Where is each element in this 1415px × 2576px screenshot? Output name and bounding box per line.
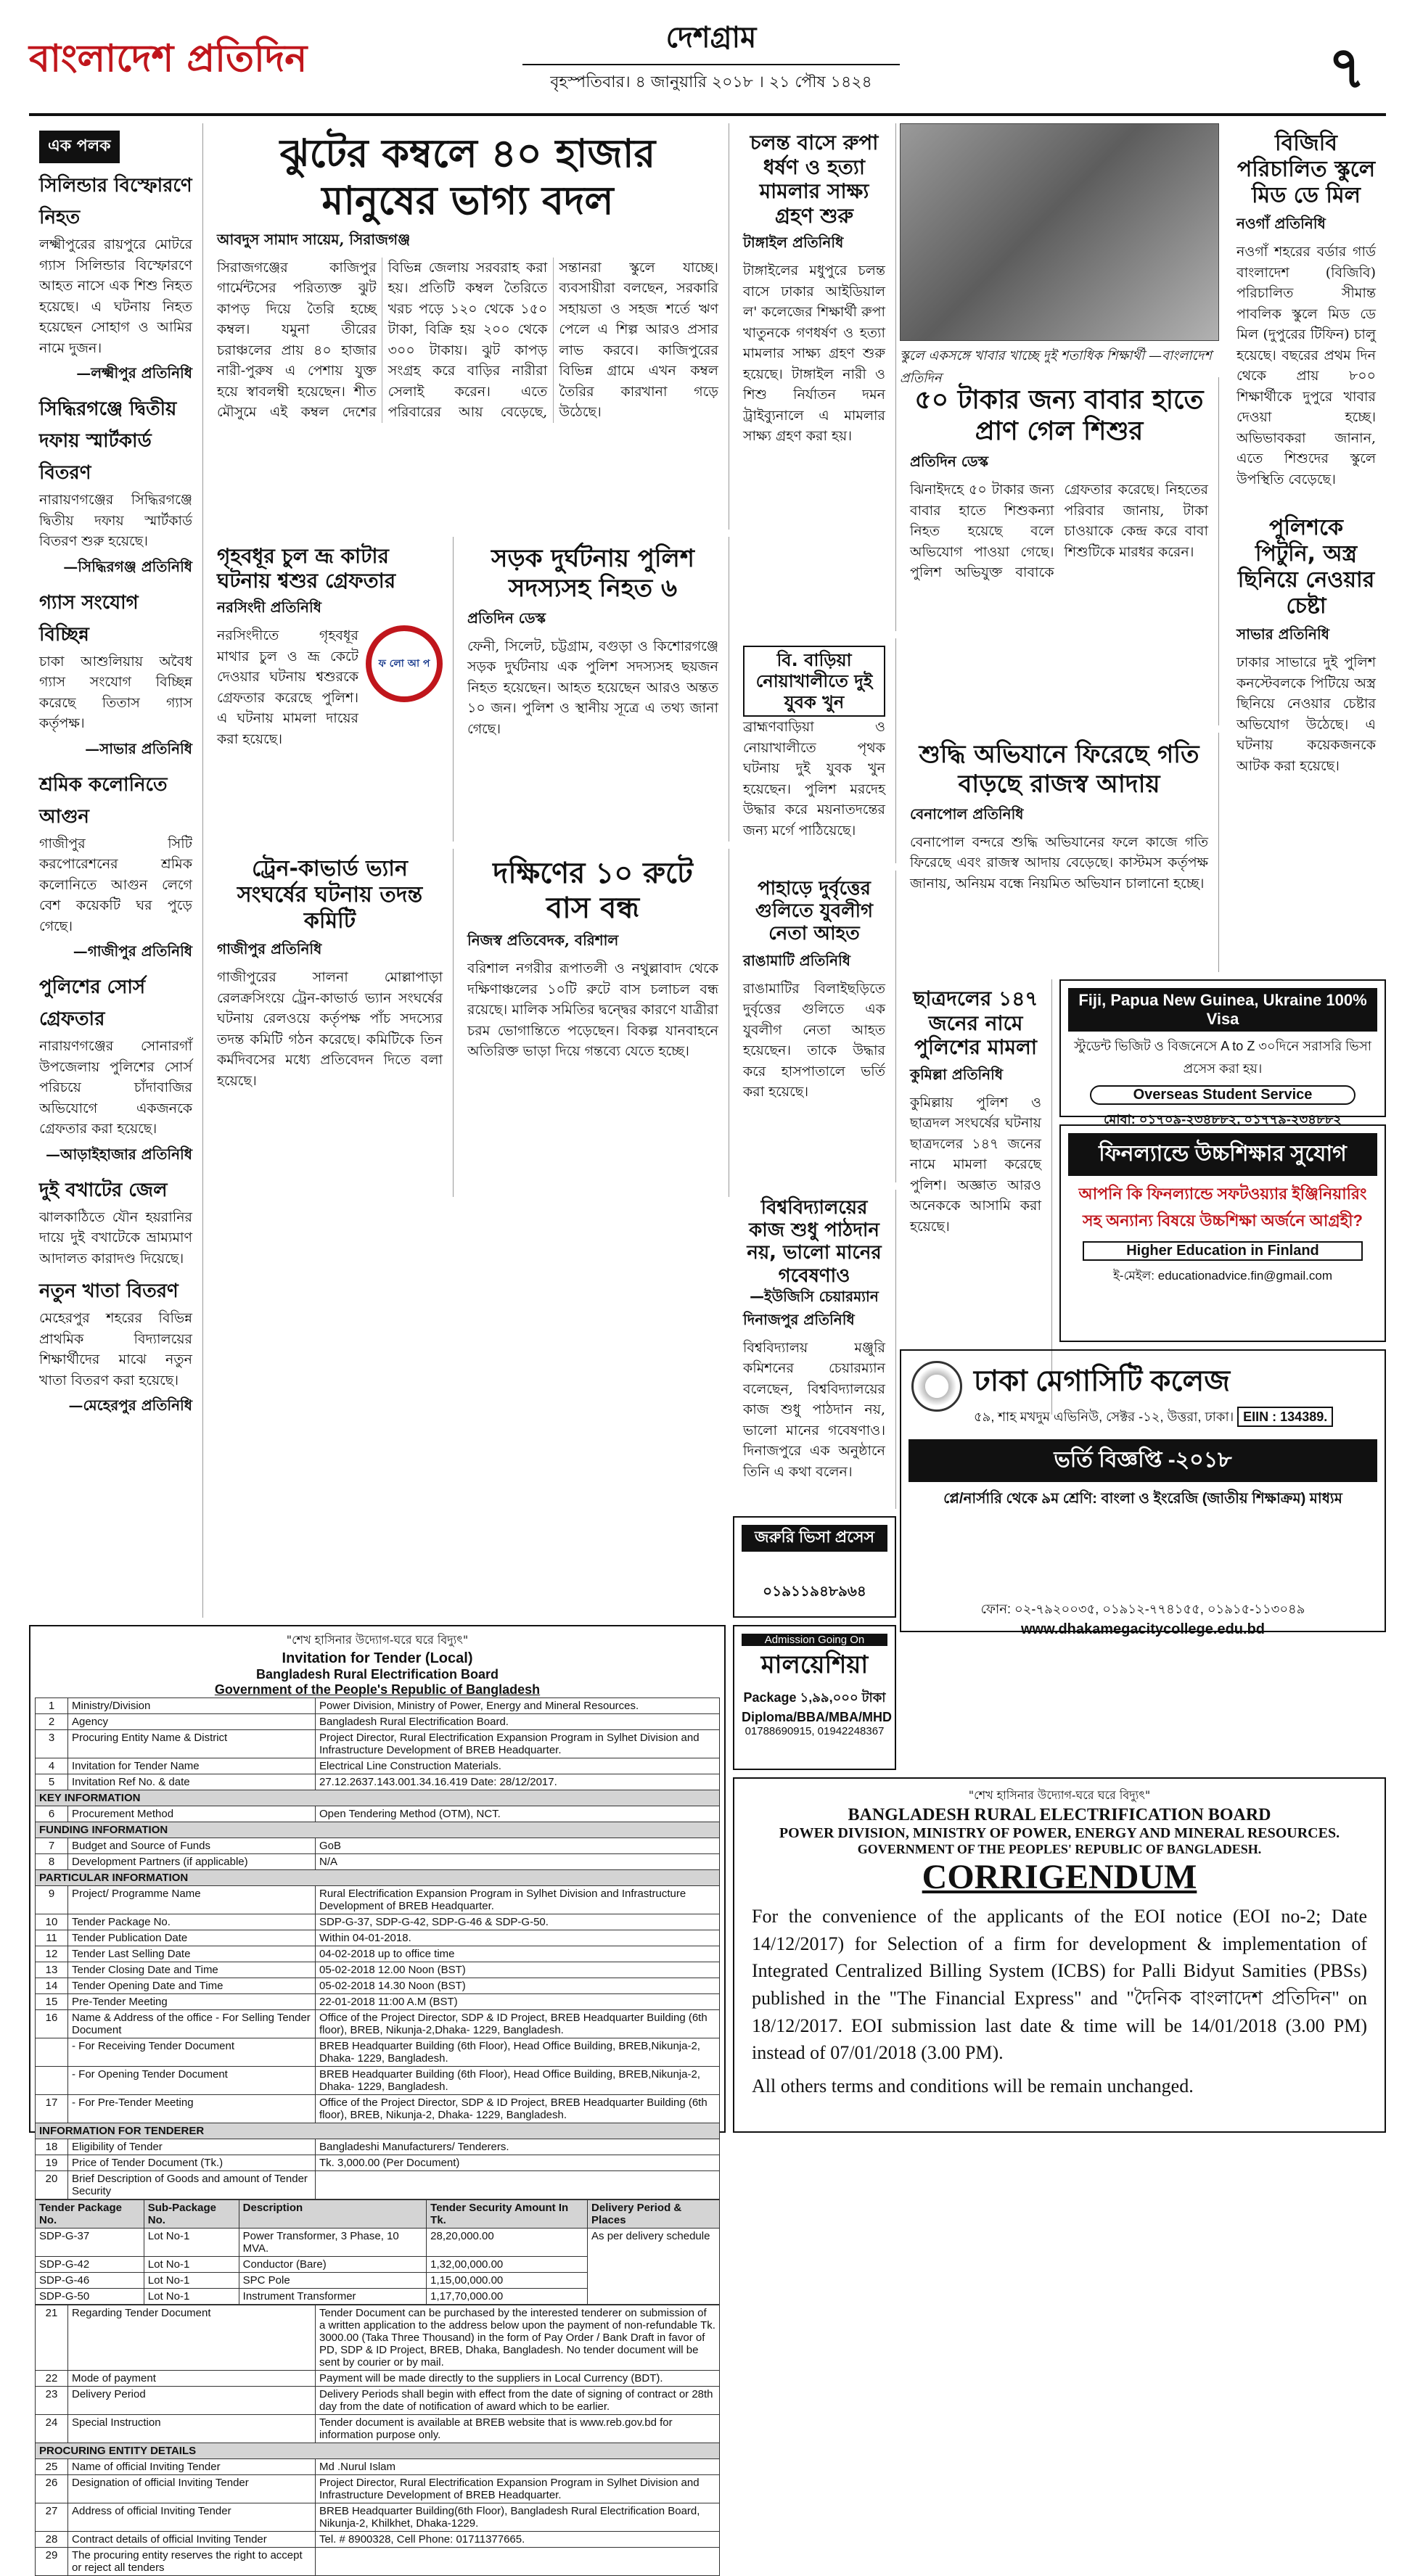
college-ad [900, 1349, 1386, 1637]
train-byline: গাজীপুর প্রতিনিধি [217, 940, 322, 958]
tender-row-label: Invitation for Tender Name [68, 1758, 316, 1774]
tender-row-value: Within 04-01-2018. [316, 1930, 720, 1946]
road-body: ফেনী, সিলেট, চট্টগ্রাম, বগুড়া ও কিশোরগঞ্জে সড়ক দুর্ঘটনায় এক পুলিশ সদস্যসহ ছয়জন নিহত হয়েছেন। আহত হয়েছেন আরও অন্তত ১০ জন। পুলিশ ও স্থানীয় সূত্রে এ তথ্য জানা গেছে। [467, 638, 718, 737]
tender-row-label: Tender Closing Date and Time [68, 1962, 316, 1978]
uni-story [733, 1190, 896, 1509]
corrigendum-body-2: All others terms and conditions will be remain unchanged. [752, 2075, 1194, 2097]
tender-row-value: N/A [316, 1854, 720, 1870]
tender-row-number: 27 [36, 2503, 68, 2532]
brief-news-headline: পুলিশের সোর্স গ্রেফতার [39, 976, 146, 1030]
tender-row-label: Regarding Tender Document [68, 2305, 316, 2371]
tender-row-value: Payment will be made directly to the suppliers in Local Currency (BDT). [316, 2371, 720, 2387]
malaysia-ad-package: Package ১,৯৯,০০০ টাকা [743, 1690, 886, 1705]
tender-row-number: 22 [36, 2371, 68, 2387]
malaysia-ad-phone: 01788690915, 01942248367 [745, 1725, 885, 1737]
tender-row-number: 24 [36, 2415, 68, 2443]
tender-row-value: Office of the Project Director, SDP & ID Project, BREB Headquarter Building (6th floor), BREB, Nikunja-2,Dhaka- 1229, Bangladesh. [316, 2010, 720, 2038]
child-story [900, 377, 1219, 725]
tender-row-value: GoB [316, 1838, 720, 1854]
tender-row [36, 2067, 720, 2095]
bus-body: বরিশাল নগরীর রূপাতলী ও নথুল্লাবাদ থেকে দক্ষিণাঞ্চলের ১০টি রুটে বাস চলাচল বন্ধ রয়েছে। মালিক সমিতির দ্বন্দ্বের কারণে যাত্রীরা চরম ভোগান্তিতে পড়েছেন। বিকল্প যানবাহনে অতিরিক্ত ভাড়া দিয়ে গন্তব্যে যেতে হচ্ছে। [467, 960, 718, 1059]
brief-news-headline: দুই বখাটের জেল [39, 1179, 168, 1201]
package-cell: Lot No-1 [144, 2273, 239, 2289]
tender-row [36, 1774, 720, 1790]
tender-row-number: 15 [36, 1994, 68, 2010]
tender-row-label: Name of official Inviting Tender [68, 2459, 316, 2475]
tender-row-label: Development Partners (if applicable) [68, 1854, 316, 1870]
tender-notice [29, 1625, 726, 2574]
package-header-cell: Tender Security Amount In Tk. [427, 2200, 588, 2229]
brief-news-headline: নতুন খাতা বিতরণ [39, 1280, 179, 1302]
finland-ad-email: ই-মেইল: educationadvice.fin@gmail.com [1112, 1269, 1333, 1283]
tender-row-number: 10 [36, 1914, 68, 1930]
road-byline: প্রতিদিন ডেস্ক [467, 609, 546, 627]
finland-ad [1059, 1124, 1386, 1342]
tender-section-row [36, 1790, 720, 1806]
uni-quote-credit: —ইউজিসি চেয়ারম্যান [750, 1287, 879, 1305]
package-cell: Lot No-1 [144, 2257, 239, 2273]
tender-row-label: - For Receiving Tender Document [68, 2038, 316, 2067]
lead-body: সিরাজগঞ্জের কাজিপুর গার্মেন্টসের পরিত্যক্ত ঝুট কাপড় দিয়ে তৈরি হচ্ছে কম্বল। যমুনা তীরের চরাঞ্চলের প্রায় ৪০ হাজার নারী-পুরুষ এ পেশায় যুক্ত হয়ে স্বাবলম্বী হয়েছেন। শীত মৌসুমে এই কম্বল দেশের বিভিন্ন জেলায় সরবরাহ করা হয়। প্রতিটি কম্বল তৈরিতে খরচ পড়ে ১২০ থেকে ১৫০ টাকা, বিক্রি হয় ২০০ থেকে ৩০০ টাকায়। ঝুট কাপড় সংগ্রহ করে বাড়ির নারীরা সেলাই করেন। এতে পরিবারের আয় বেড়েছে, সন্তানরা স্কুলে যাচ্ছে। ব্যবসায়ীরা বলছেন, সরকারি সহায়তা ও সহজ শর্তে ঋণ পেলে এ শিল্প আরও প্রসার লাভ করবে। কাজিপুরের বিভিন্ন গ্রামে এখন কম্বল তৈরির কারখানা গড়ে উঠেছে। [217, 259, 718, 421]
tender-row-label: Agency [68, 1714, 316, 1730]
student-case-byline: কুমিল্লা প্রতিনিধি [910, 1065, 1004, 1083]
road-headline: সড়ক দুর্ঘটনায় পুলিশ সদস্যসহ নিহত ৬ [491, 544, 695, 603]
package-cell: SDP-G-50 [36, 2289, 144, 2305]
tender-row-value [316, 2171, 720, 2200]
jubo-body: রাঙামাটির বিলাইছড়িতে দুর্বৃত্তের গুলিতে এক যুবলীগ নেতা আহত হয়েছেন। তাকে উদ্ধার করে হাসপাতালে ভর্তি করা হয়েছে। [743, 980, 885, 1100]
masthead [29, 7, 1386, 116]
tender-row-label: Tender Publication Date [68, 1930, 316, 1946]
college-name: ঢাকা মেগাসিটি কলেজ [974, 1365, 1231, 1397]
tender-row-label: Tender Opening Date and Time [68, 1978, 316, 1994]
train-headline: ট্রেন-কাভার্ড ভ্যান সংঘর্ষের ঘটনায় তদন্ত কমিটি [237, 856, 423, 934]
brief-news-body: ঝালকাঠিতে যৌন হয়রানির দায়ে দুই বখাটেকে ভ্রাম্যমাণ আদালত কারাদণ্ড দিয়েছে। [39, 1209, 192, 1267]
tender-org: Bangladesh Rural Electrification Board [255, 1667, 499, 1682]
package-cell: Power Transformer, 3 Phase, 10 MVA. [239, 2229, 427, 2257]
tender-row [36, 1854, 720, 1870]
tender-row-label: Special Instruction [68, 2415, 316, 2443]
tender-section-row [36, 1822, 720, 1838]
tender-row-value: Tk. 3,000.00 (Per Document) [316, 2155, 720, 2171]
rajosso-byline: বেনাপোল প্রতিনিধি [910, 805, 1024, 823]
lead-byline: আবদুস সামাদ সায়েম, সিরাজগঞ্জ [217, 230, 411, 248]
visa-process-ad [733, 1516, 896, 1618]
tender-row-value: Project Director, Rural Electrification Expansion Program in Sylhet Division and Infrastructure Development of BREB Headquarter. [316, 2475, 720, 2503]
brief-news-credit: —লক্ষ্মীপুর প্রতিনিধি [76, 364, 192, 382]
shoshur-row [217, 625, 443, 749]
tender-row [36, 1962, 720, 1978]
tender-row-value: Bangladeshi Manufacturers/ Tenderers. [316, 2139, 720, 2155]
brief-news-column [29, 123, 203, 1618]
uni-byline: দিনাজপুর প্রতিনিধি [743, 1310, 855, 1328]
meal-caption-text: স্কুলে একসঙ্গে খাবার খাচ্ছে দুই শতাধিক শিক্ষার্থী [900, 348, 1145, 363]
tender-row-label: The procuring entity reserves the right to accept or reject all tenders [68, 2548, 316, 2576]
uni-headline: বিশ্ববিদ্যালয়ের কাজ শুধু পাঠদান নয়, ভালো মানের গবেষণাও [747, 1197, 882, 1287]
package-cell: SDP-G-42 [36, 2257, 144, 2273]
tender-row-number: 5 [36, 1774, 68, 1790]
road-story [457, 537, 729, 841]
college-address-text: ৫৯, শাহ মখদুম এভিনিউ, সেক্টর -১২, উত্তরা, ঢাকা। [974, 1410, 1234, 1424]
malaysia-ad-tag: Admission Going On [742, 1634, 887, 1646]
tender-row-value: 27.12.2637.143.001.34.16.419 Date: 28/12/2017. [316, 1774, 720, 1790]
corrigendum-slogan: "শেখ হাসিনার উদ্যোগ-ঘরে ঘরে বিদ্যুৎ" [968, 1788, 1151, 1802]
rupa-byline: টাঙ্গাইল প্রতিনিধি [743, 234, 844, 252]
package-header-row [36, 2200, 720, 2229]
package-cell: 1,17,70,000.00 [427, 2289, 588, 2305]
tender-row [36, 2415, 720, 2443]
tender-section-label: KEY INFORMATION [36, 1790, 720, 1806]
tender-row-number: 11 [36, 1930, 68, 1946]
tender-row-number: 28 [36, 2532, 68, 2548]
student-case-body: কুমিল্লায় পুলিশ ও ছাত্রদল সংঘর্ষের ঘটনায় ছাত্রদলের ১৪৭ জনের নামে মামলা করেছে পুলিশ। অজ্ঞাত আরও অনেককে আসামি করা হয়েছে। [910, 1094, 1041, 1235]
police-headline: পুলিশকে পিটুনি, অস্ত্র ছিনিয়ে নেওয়ার চেষ্টা [1237, 515, 1375, 619]
package-header-cell: Description [239, 2200, 427, 2229]
rupa-story [733, 123, 896, 631]
tender-row-label: - For Opening Tender Document [68, 2067, 316, 2095]
brief-news-headline: সিলিন্ডার বিস্ফোরণে নিহত [39, 175, 192, 229]
uni-body: বিশ্ববিদ্যালয় মঞ্জুরি কমিশনের চেয়ারম্যান বলেছেন, বিশ্ববিদ্যালয়ের কাজ শুধু পাঠদান নয়, ভালো মানের গবেষণাও। দিনাজপুরে এক অনুষ্ঠানে তিনি এ কথা বলেন। [743, 1339, 885, 1480]
brief-news-body: নারায়ণগঞ্জের সোনারগাঁ উপজেলায় পুলিশের সোর্স পরিচয়ে চাঁদাবাজির অভিযোগে একজনকে গ্রেফতার করা হয়েছে। [39, 1038, 192, 1137]
tender-row-label: Name & Address of the office - For Selling Tender Document [68, 2010, 316, 2038]
brief-news-body: নারায়ণগঞ্জের সিদ্ধিরগঞ্জে দ্বিতীয় দফায় স্মার্টকার্ড বিতরণ শুরু হয়েছে। [39, 492, 192, 549]
visa-process-phone: ০১৯১১৯৪৮৯৬৪ [763, 1584, 866, 1600]
tender-section-label: INFORMATION FOR TENDERER [36, 2123, 720, 2139]
tender-row-label: Brief Description of Goods and amount of Tender Security [68, 2171, 316, 2200]
tender-section-row [36, 2443, 720, 2459]
package-cell: Lot No-1 [144, 2229, 239, 2257]
tender-row [36, 1698, 720, 1714]
brahmanbaria-headline: বি. বাড়িয়া নোয়াখালীতে দুই যুবক খুন [743, 646, 885, 717]
tender-row-label: Procurement Method [68, 1806, 316, 1822]
corrigendum-title: CORRIGENDUM [922, 1858, 1197, 1896]
bus-story [457, 849, 729, 1197]
tender-row-value: 05-02-2018 14.30 Noon (BST) [316, 1978, 720, 1994]
shoshur-body: নরসিংদীতে গৃহবধূর মাথার চুল ও ভ্রূ কেটে দেওয়ার ঘটনায় শ্বশুরকে গ্রেফতার করেছে পুলিশ। এ ঘটনায় মামলা দায়ের করা হয়েছে। [217, 627, 358, 747]
brief-news-body: চাকা আশুলিয়ায় অবৈধ গ্যাস সংযোগ বিচ্ছিন্ন করেছে তিতাস গ্যাস কর্তৃপক্ষ। [39, 653, 192, 731]
malaysia-ad [733, 1625, 896, 1770]
tender-row-number: 4 [36, 1758, 68, 1774]
tender-row-label: Mode of payment [68, 2371, 316, 2387]
police-byline: সাভার প্রতিনিধি [1236, 625, 1329, 643]
student-case-headline: ছাত্রদলের ১৪৭ জনের নামে পুলিশের মামলা [913, 987, 1038, 1060]
tender-row-value: Bangladesh Rural Electrification Board. [316, 1714, 720, 1730]
tender-row-number: 9 [36, 1886, 68, 1914]
rajosso-story [900, 733, 1219, 972]
tender-row-number: 2 [36, 1714, 68, 1730]
tender-row-number: 17 [36, 2095, 68, 2123]
package-header-cell: Delivery Period & Places [588, 2200, 720, 2229]
lead-story [207, 123, 729, 530]
tender-row-label: Project/ Programme Name [68, 1886, 316, 1914]
tender-section-row [36, 1870, 720, 1886]
tender-row-number: 3 [36, 1730, 68, 1758]
tender-row-value [316, 2548, 720, 2576]
tender-row-value: Md .Nurul Islam [316, 2459, 720, 2475]
corrigendum-org: BANGLADESH RURAL ELECTRIFICATION BOARD [848, 1806, 1271, 1824]
tender-row-label: Invitation Ref No. & date [68, 1774, 316, 1790]
page-number: ৭ [1328, 34, 1366, 102]
tender-row [36, 2155, 720, 2171]
tender-row-number: 16 [36, 2010, 68, 2038]
tender-row-value: Tel. # 8900328, Cell Phone: 01711377665. [316, 2532, 720, 2548]
corrigendum-gov: GOVERNMENT OF THE PEOPLES' REPUBLIC OF BANGLADESH. [857, 1842, 1262, 1856]
tender-row-label: Ministry/Division [68, 1698, 316, 1714]
package-cell: SDP-G-37 [36, 2229, 144, 2257]
package-cell: Lot No-1 [144, 2289, 239, 2305]
brief-news-credit: —মেহেরপুর প্রতিনিধি [68, 1396, 192, 1414]
brief-news-credit: —সিদ্ধিরগঞ্জ প্রতিনিধি [63, 557, 192, 575]
tender-row [36, 2532, 720, 2548]
train-body: গাজীপুরের সালনা মোল্লাপাড়া রেলক্রসিংয়ে ট্রেন-কাভার্ড ভ্যান সংঘর্ষের ঘটনায় রেলওয়ে কর্তৃপক্ষ পাঁচ সদস্যের তদন্ত কমিটি গঠন করেছে। কমিটিকে তিন কর্মদিবসের মধ্যে প্রতিবেদন দিতে বলা হয়েছে। [217, 969, 443, 1089]
tender-row-label: Tender Package No. [68, 1914, 316, 1930]
tender-row-label: Budget and Source of Funds [68, 1838, 316, 1854]
tender-row-label: Address of official Inviting Tender [68, 2503, 316, 2532]
lead-headline: ঝুটের কম্বলে ৪০ হাজার মানুষের ভাগ্য বদল [279, 131, 656, 223]
meal-caption-credit: —বাংলাদেশ প্রতিদিন [900, 348, 1212, 386]
visa-ad-title: Fiji, Papua New Guinea, Ukraine 100% Visa [1068, 988, 1377, 1032]
tender-row-number: 19 [36, 2155, 68, 2171]
followup-badge: ফ লো আ প [366, 625, 443, 702]
package-row [36, 2229, 720, 2257]
brief-news-credit: —গাজীপুর প্রতিনিধি [73, 942, 192, 960]
child-body: ঝিনাইদহে ৫০ টাকার জন্য বাবার হাতে শিশুকন্যা নিহত হয়েছে বলে অভিযোগ পাওয়া গেছে। পুলিশ অভিযুক্ত বাবাকে গ্রেফতার করেছে। নিহতের পরিবার জানায়, টাকা চাওয়াকে কেন্দ্র করে বাবা শিশুটিকে মারধর করেন। [910, 482, 1208, 581]
bgb-byline: নওগাঁ প্রতিনিধি [1236, 215, 1326, 232]
college-version: প্লে/নার্সারি থেকে ৯ম শ্রেণি: বাংলা ও ইংরেজি (জাতীয় শিক্ষাক্রম) মাধ্যম [943, 1491, 1342, 1507]
tender-table-2 [35, 2305, 720, 2576]
bus-headline: দক্ষিণের ১০ রুটে বাস বন্ধ [493, 857, 693, 925]
visa-ad-service: Overseas Student Service [1090, 1085, 1355, 1105]
dateline: বৃহস্পতিবার। ৪ জানুয়ারি ২০১৮ । ২১ পৌষ ১৪২৪ [522, 64, 900, 96]
tender-section-label: PROCURING ENTITY DETAILS [36, 2443, 720, 2459]
college-phone: ফোন: ০২-৭৯২০০৩৫, ০১৯১২-৭৭৪১৫৫, ০১৯১৫-১১৩০৪৯ [980, 1602, 1305, 1616]
tender-row-label: Pre-Tender Meeting [68, 1994, 316, 2010]
tender-row-number: 20 [36, 2171, 68, 2200]
brahmanbaria-body: ব্রাহ্মণবাড়িয়া ও নোয়াখালীতে পৃথক ঘটনায় দুই যুবক খুন হয়েছেন। পুলিশ মরদেহ উদ্ধার করে ময়নাতদন্তের জন্য মর্গে পাঠিয়েছে। [743, 719, 885, 839]
tender-row-value: Tender Document can be purchased by the interested tenderer on submission of a written application to the address below upon the payment of non-refundable Tk. 3000.00 (Taka Three Thousand) in the form of Pay Order / Bank Draft in favor of PD, SDP & ID Project, BREB, Dhaka, Bangladesh. No tender document will be sent by courier or by mail. [316, 2305, 720, 2371]
finland-ad-title: ফিনল্যান্ডে উচ্চশিক্ষার সুযোগ [1068, 1133, 1377, 1176]
brief-news-credit: —আড়াইহাজার প্রতিনিধি [45, 1145, 192, 1163]
tender-row-number: 29 [36, 2548, 68, 2576]
meal-photo-block [900, 123, 1219, 386]
brief-news-body: মেহেরপুর শহরের বিভিন্ন প্রাথমিক বিদ্যালয়ের শিক্ষার্থীদের মাঝে নতুন খাতা বিতরণ করা হয়েছে। [39, 1310, 192, 1388]
tender-row-value: Delivery Periods shall begin with effect from the date of signing of contract or 28th day from the date of notification of award which to be earlier. [316, 2387, 720, 2415]
college-eiin: EIIN : 134389. [1237, 1407, 1333, 1427]
tender-row [36, 2010, 720, 2038]
tender-row-label: Delivery Period [68, 2387, 316, 2415]
tender-row-value: Power Division, Ministry of Power, Energy and Mineral Resources. [316, 1698, 720, 1714]
tender-row [36, 1758, 720, 1774]
police-body: ঢাকার সাভারে দুই পুলিশ কনস্টেবলকে পিটিয়ে অস্ত্র ছিনিয়ে নেওয়ার চেষ্টার অভিযোগ উঠেছে। এ ঘটনায় কয়েকজনকে আটক করা হয়েছে। [1236, 654, 1376, 774]
brief-news-headline: সিদ্ধিরগঞ্জে দ্বিতীয় দফায় স্মার্টকার্ড বিতরণ [39, 398, 177, 484]
package-header-cell: Sub-Package No. [144, 2200, 239, 2229]
bgb-body: নওগাঁ শহরের বর্ডার গার্ড বাংলাদেশ (বিজিবি) পরিচালিত সীমান্ত পাবলিক স্কুলে মিড ডে মিল (দুপুরের টিফিন) চালু হয়েছে। বছরের প্রথম দিন থেকে প্রায় ৮০০ শিক্ষার্থীকে দুপুরে খাবার দেওয়া হচ্ছে। অভিভাবকরা জানান, এতে শিশুদের স্কুলে উপস্থিতি বেড়েছে। [1236, 244, 1376, 487]
brief-news-list [39, 170, 192, 1419]
jubo-headline: পাহাড়ে দুর্বৃত্তের গুলিতে যুবলীগ নেতা আহত [755, 878, 874, 945]
tender-row [36, 2548, 720, 2576]
visa-process-title: জরুরি ভিসা প্রসেস [742, 1525, 887, 1552]
tender-row-value: 04-02-2018 up to office time [316, 1946, 720, 1962]
tender-row-label: Price of Tender Document (Tk.) [68, 2155, 316, 2171]
tender-row-number: 25 [36, 2459, 68, 2475]
brief-news-credit: —সাভার প্রতিনিধি [85, 739, 192, 757]
shoshur-headline: গৃহবধূর চুল ভ্রূ কাটার ঘটনায় শ্বশুর গ্রেফতার [217, 544, 396, 593]
package-delivery: As per delivery schedule [588, 2229, 720, 2305]
tender-row [36, 1946, 720, 1962]
tender-row-value: Electrical Line Construction Materials. [316, 1758, 720, 1774]
malaysia-ad-title: মালয়েশিয়া [760, 1651, 869, 1679]
police-story [1226, 508, 1386, 972]
tender-row-value: Office of the Project Director, SDP & ID Project, BREB Headquarter Building (6th floor), BREB, Nikunja-2, Dhaka- 1229, Bangladesh. [316, 2095, 720, 2123]
rajosso-body: বেনাপোল বন্দরে শুদ্ধি অভিযানের ফলে কাজে গতি ফিরেছে এবং রাজস্ব আদায় বেড়েছে। কাস্টমস কর্তৃপক্ষ জানায়, অনিয়ম বন্ধে নিয়মিত অভিযান চালানো হচ্ছে। [910, 834, 1208, 892]
tender-row-number: 23 [36, 2387, 68, 2415]
visa-ad-phone: মোবা: ০১৭০৯-২৩৪৮৮২, ০১৭৭৯-২৩৪৮৮২ [1104, 1112, 1342, 1127]
brief-news-label: এক পলক [39, 131, 120, 163]
tender-section-label: PARTICULAR INFORMATION [36, 1870, 720, 1886]
tender-row-number: 1 [36, 1698, 68, 1714]
train-story [207, 849, 454, 1197]
package-header-cell: Tender Package No. [36, 2200, 144, 2229]
visa-ad [1059, 979, 1386, 1127]
college-admission: ভর্তি বিজ্ঞপ্তি -২০১৮ [909, 1439, 1377, 1482]
tender-row [36, 2503, 720, 2532]
bgb-headline: বিজিবি পরিচালিত স্কুলে মিড ডে মিল [1236, 131, 1376, 208]
child-byline: প্রতিদিন ডেস্ক [910, 453, 989, 471]
malaysia-ad-courses: Diploma/BBA/MBA/MHD [742, 1710, 892, 1724]
tender-row-label: Tender Last Selling Date [68, 1946, 316, 1962]
package-cell: 1,15,00,000.00 [427, 2273, 588, 2289]
tender-row-value: SDP-G-37, SDP-G-42, SDP-G-46 & SDP-G-50. [316, 1914, 720, 1930]
tender-row [36, 2459, 720, 2475]
tender-section-label: FUNDING INFORMATION [36, 1822, 720, 1838]
tender-row [36, 2038, 720, 2067]
school-meal-photo [900, 123, 1219, 341]
rajosso-headline: শুদ্ধি অভিযানে ফিরেছে গতি বাড়ছে রাজস্ব আদায় [919, 740, 1199, 799]
brief-news-headline: গ্যাস সংযোগ বিচ্ছিন্ন [39, 591, 139, 646]
section-title: দেশগ্রাম [665, 21, 757, 54]
tender-row [36, 1930, 720, 1946]
tender-row-number: 18 [36, 2139, 68, 2155]
tender-row-number: 6 [36, 1806, 68, 1822]
tender-row-value: Tender document is available at BREB website that is www.reb.gov.bd for information purpose only. [316, 2415, 720, 2443]
tender-row [36, 2387, 720, 2415]
tender-title: Invitation for Tender (Local) [282, 1650, 473, 1666]
package-cell: 1,32,00,000.00 [427, 2257, 588, 2273]
tender-table [35, 1698, 720, 2200]
tender-row-number: 7 [36, 1838, 68, 1854]
finland-ad-subtitle: আপনি কি ফিনল্যান্ডে সফটওয়্যার ইঞ্জিনিয়ারিং সহ অন্যান্য বিষয়ে উচ্চশিক্ষা অর্জনে আগ্রহী? [1078, 1185, 1367, 1230]
brahmanbaria-story [733, 638, 896, 863]
jubo-story [733, 871, 896, 1182]
tender-row [36, 2475, 720, 2503]
tender-row-value: Open Tendering Method (OTM), NCT. [316, 1806, 720, 1822]
college-website: www.dhakamegacitycollege.edu.bd [1020, 1621, 1265, 1637]
brief-news-body: গাজীপুর সিটি করপোরেশনের শ্রমিক কলোনিতে আগুন লেগে বেশ কয়েকটি ঘর পুড়ে গেছে। [39, 835, 192, 934]
tender-row-number [36, 2038, 68, 2067]
tender-row-number: 13 [36, 1962, 68, 1978]
package-cell: SPC Pole [239, 2273, 427, 2289]
tender-row [36, 2139, 720, 2155]
bus-byline: নিজস্ব প্রতিবেদক, বরিশাল [467, 931, 619, 949]
tender-row-number [36, 2067, 68, 2095]
tender-row [36, 2095, 720, 2123]
shoshur-story [207, 537, 454, 841]
college-logo-icon [911, 1361, 962, 1412]
bgb-story [1226, 123, 1386, 501]
tender-row-value: BREB Headquarter Building(6th Floor), Bangladesh Rural Electrification Board, Nikunja-2, Khilkhet, Dhaka-1229. [316, 2503, 720, 2532]
tender-row-number: 14 [36, 1978, 68, 1994]
tender-row-label: Procuring Entity Name & District [68, 1730, 316, 1758]
tender-row-label: Contract details of official Inviting Tender [68, 2532, 316, 2548]
tender-row-number: 8 [36, 1854, 68, 1870]
tender-row-number: 12 [36, 1946, 68, 1962]
visa-ad-line: স্টুডেন্ট ভিজিট ও বিজনেসে A to Z ৩০দিনে সরাসরি ভিসা প্রসেস করা হয়। [1074, 1039, 1371, 1076]
tender-row-label: - For Pre-Tender Meeting [68, 2095, 316, 2123]
package-cell: SDP-G-46 [36, 2273, 144, 2289]
tender-row [36, 1838, 720, 1854]
tender-section-row [36, 2123, 720, 2139]
tender-row-number: 21 [36, 2305, 68, 2371]
tender-row [36, 1714, 720, 1730]
tender-row-value: Project Director, Rural Electrification Expansion Program in Sylhet Division and Infrastructure Development of BREB Headquarter. [316, 1730, 720, 1758]
rupa-body: টাঙ্গাইলের মধুপুরে চলন্ত বাসে ঢাকার আইডিয়াল ল' কলেজের শিক্ষার্থী রুপা খাতুনকে গণধর্ষণ ও হত্যা মামলার সাক্ষ্য গ্রহণ শুরু হয়েছে। টাঙ্গাইল নারী ও শিশু নির্যাতন দমন ট্রাইব্যুনালে এ মামলার সাক্ষ্য গ্রহণ করা হয়। [743, 263, 885, 445]
tender-row [36, 1730, 720, 1758]
college-address [974, 1407, 1377, 1429]
tender-row-label: Eligibility of Tender [68, 2139, 316, 2155]
tender-row-value: BREB Headquarter Building (6th Floor), Head Office Building, BREB,Nikunja-2, Dhaka- 1229, Bangladesh. [316, 2038, 720, 2067]
tender-row-value: 22-01-2018 11:00 A.M (BST) [316, 1994, 720, 2010]
tender-row-number: 26 [36, 2475, 68, 2503]
rupa-headline: চলন্ত বাসে রুপা ধর্ষণ ও হত্যা মামলার সাক্ষ্য গ্রহণ শুরু [750, 131, 879, 228]
tender-row-value: BREB Headquarter Building (6th Floor), Head Office Building, BREB,Nikunja-2, Dhaka- 1229, Bangladesh. [316, 2067, 720, 2095]
tender-row-value: Rural Electrification Expansion Program in Sylhet Division and Infrastructure Development of BREB Headquarter. [316, 1886, 720, 1914]
brief-news-body: লক্ষ্মীপুরের রায়পুরে মোটরে গ্যাস সিলিন্ডার বিস্ফোরণে আহত নাসে এক শিশু নিহত হয়েছে। এ ঘটনায় নিহত হয়েছেন সোহাগ ও আমির নামে দুজন। [39, 236, 192, 356]
jubo-byline: রাঙামাটি প্রতিনিধি [743, 951, 851, 969]
tender-gov: Government of the People's Republic of Bangladesh [214, 1682, 541, 1697]
tender-row [36, 2371, 720, 2387]
package-cell: Conductor (Bare) [239, 2257, 427, 2273]
tender-row [36, 1978, 720, 1994]
tender-row [36, 2305, 720, 2371]
shoshur-byline: নরসিংদী প্রতিনিধি [217, 598, 321, 617]
tender-row-label: Designation of official Inviting Tender [68, 2475, 316, 2503]
child-headline: ৫০ টাকার জন্য বাবার হাতে প্রাণ গেল শিশুর [914, 385, 1204, 447]
brief-news-headline: শ্রমিক কলোনিতে আগুন [39, 773, 168, 828]
package-cell: Instrument Transformer [239, 2289, 427, 2305]
tender-row [36, 2171, 720, 2200]
tender-row [36, 1886, 720, 1914]
corrigendum-division: POWER DIVISION, MINISTRY OF POWER, ENERGY AND MINERAL RESOURCES. [779, 1825, 1340, 1841]
tender-row [36, 1994, 720, 2010]
tender-row [36, 1806, 720, 1822]
finland-ad-seminar: Higher Education in Finland [1083, 1241, 1363, 1261]
newspaper-logo: বাংলাদেশ প্রতিদিন [29, 37, 308, 81]
corrigendum-notice [733, 1777, 1386, 2133]
tender-row-value: 05-02-2018 12.00 Noon (BST) [316, 1962, 720, 1978]
tender-packages-table [35, 2200, 720, 2305]
tender-row [36, 1914, 720, 1930]
corrigendum-body: For the convenience of the applicants of the EOI notice (EOI no-2; Date 14/12/2017) for Selection of a firm for development & implementation of Integrated Centralized Billing System (ICBS) for Palli Bidyut Samities (PBSs) published in the "The Financial Express" and "দৈনিক বাংলাদেশ প্রতিদিন" on 18/12/2017. EOI submission last date & time will be 14/01/2018 (3.00 PM) instead of 07/01/2018 (3.00 PM). [752, 1906, 1367, 2064]
tender-slogan: "শেখ হাসিনার উদ্যোগ-ঘরে ঘরে বিদ্যুৎ" [286, 1633, 469, 1647]
package-cell: 28,20,000.00 [427, 2229, 588, 2257]
